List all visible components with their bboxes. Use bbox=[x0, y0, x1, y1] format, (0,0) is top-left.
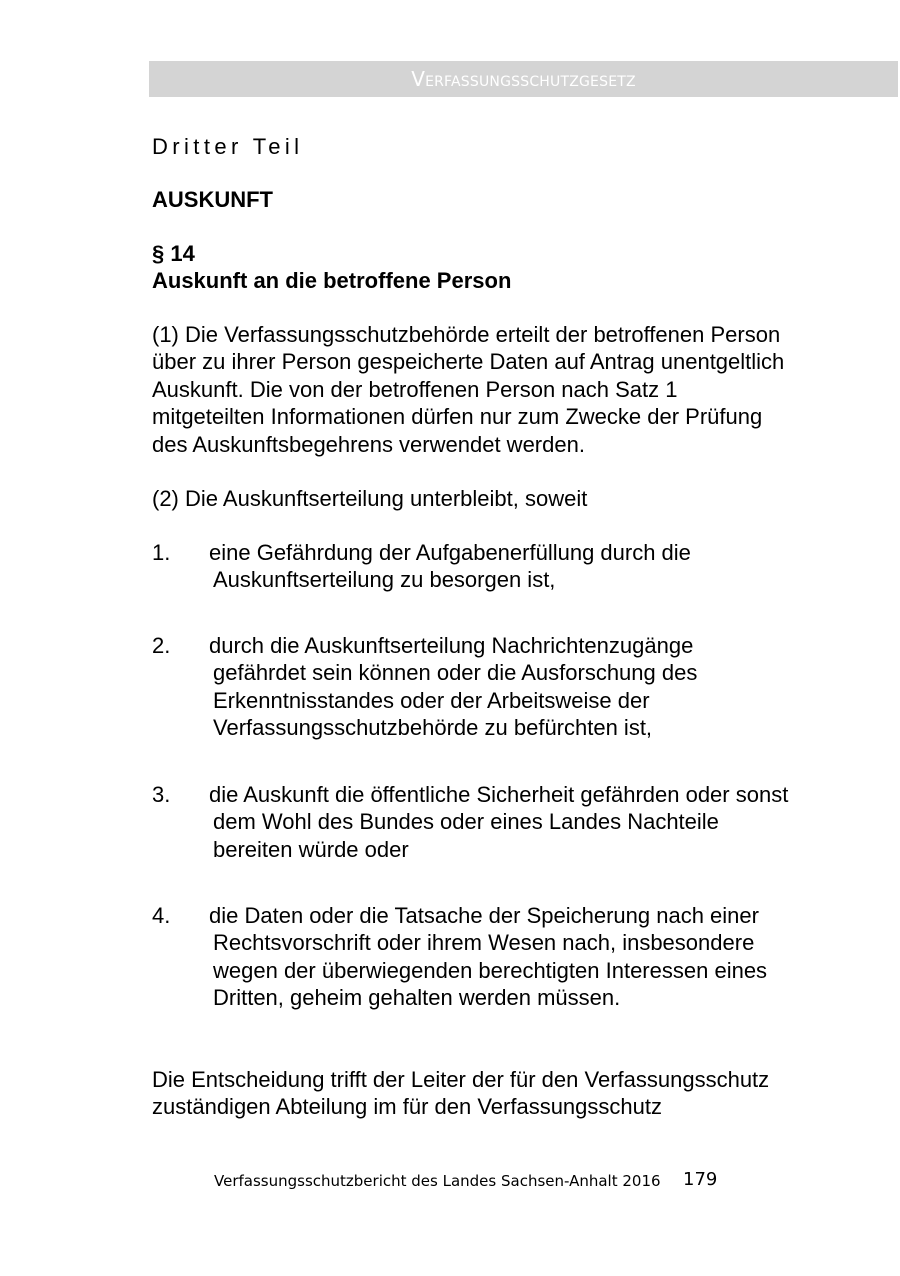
footer-text: Verfassungsschutzbericht des Landes Sachsen-Anhalt 2016 bbox=[214, 1172, 661, 1190]
subsection-1: (1) Die Verfassungsschutzbehörde erteilt der betroffenen Person über zu ihrer Person gespeicherte Daten auf Antrag unentgeltlich Auskunft. Die von der betroffenen Person nach Satz 1 mitgeteilten Informationen dürfen nur zum Zwecke der Prüfung des Auskunftsbegehrens verwendet werden. bbox=[152, 322, 785, 457]
list-item-text: eine Gefährdung der Aufgabenerfüllung durch die Auskunftserteilung zu besorgen ist, bbox=[209, 540, 691, 593]
list-item-number: 4. bbox=[152, 903, 171, 928]
list-item-text: die Auskunft die öffentliche Sicherheit gefährden oder sonst dem Wohl des Bundes oder eines Landes Nachteile bereiten würde oder bbox=[209, 782, 789, 862]
list-item-text: die Daten oder die Tatsache der Speicherung nach einer Rechtsvorschrift oder ihrem Wesen nach, insbesondere wegen der überwiegenden berechtigten Interessen eines Dritten, geheim gehalten werden müssen. bbox=[209, 903, 768, 1011]
list-item-number: 2. bbox=[152, 633, 171, 658]
list-item-text: durch die Auskunftserteilung Nachrichtenzugänge gefährdet sein können oder die Ausforschung des Erkenntnisstandes oder der Arbeitsweise der Verfassungsschutzbehörde zu befürchten ist, bbox=[209, 633, 698, 741]
list-item-number: 3. bbox=[152, 782, 171, 807]
paragraph-title: Auskunft an die betroffene Person bbox=[152, 268, 512, 293]
section-heading: AUSKUNFT bbox=[152, 187, 273, 212]
list-item-1 bbox=[152, 539, 792, 594]
list-item-number: 1. bbox=[152, 540, 171, 565]
header-title: Verfassungsschutzgesetz bbox=[411, 67, 636, 91]
page-number: 179 bbox=[683, 1169, 718, 1190]
closing-paragraph: Die Entscheidung trifft der Leiter der für den Verfassungsschutz zuständigen Abteilung im für den Verfassungsschutz bbox=[152, 1067, 770, 1120]
subsection-2-intro: (2) Die Auskunftserteilung unterbleibt, soweit bbox=[152, 486, 588, 511]
list-item-3 bbox=[152, 781, 792, 863]
list-item-2 bbox=[152, 632, 792, 742]
part-label: Dritter Teil bbox=[152, 134, 304, 159]
header-bar bbox=[149, 61, 898, 97]
paragraph-number: § 14 bbox=[152, 241, 195, 266]
list-item-4 bbox=[152, 902, 792, 1012]
